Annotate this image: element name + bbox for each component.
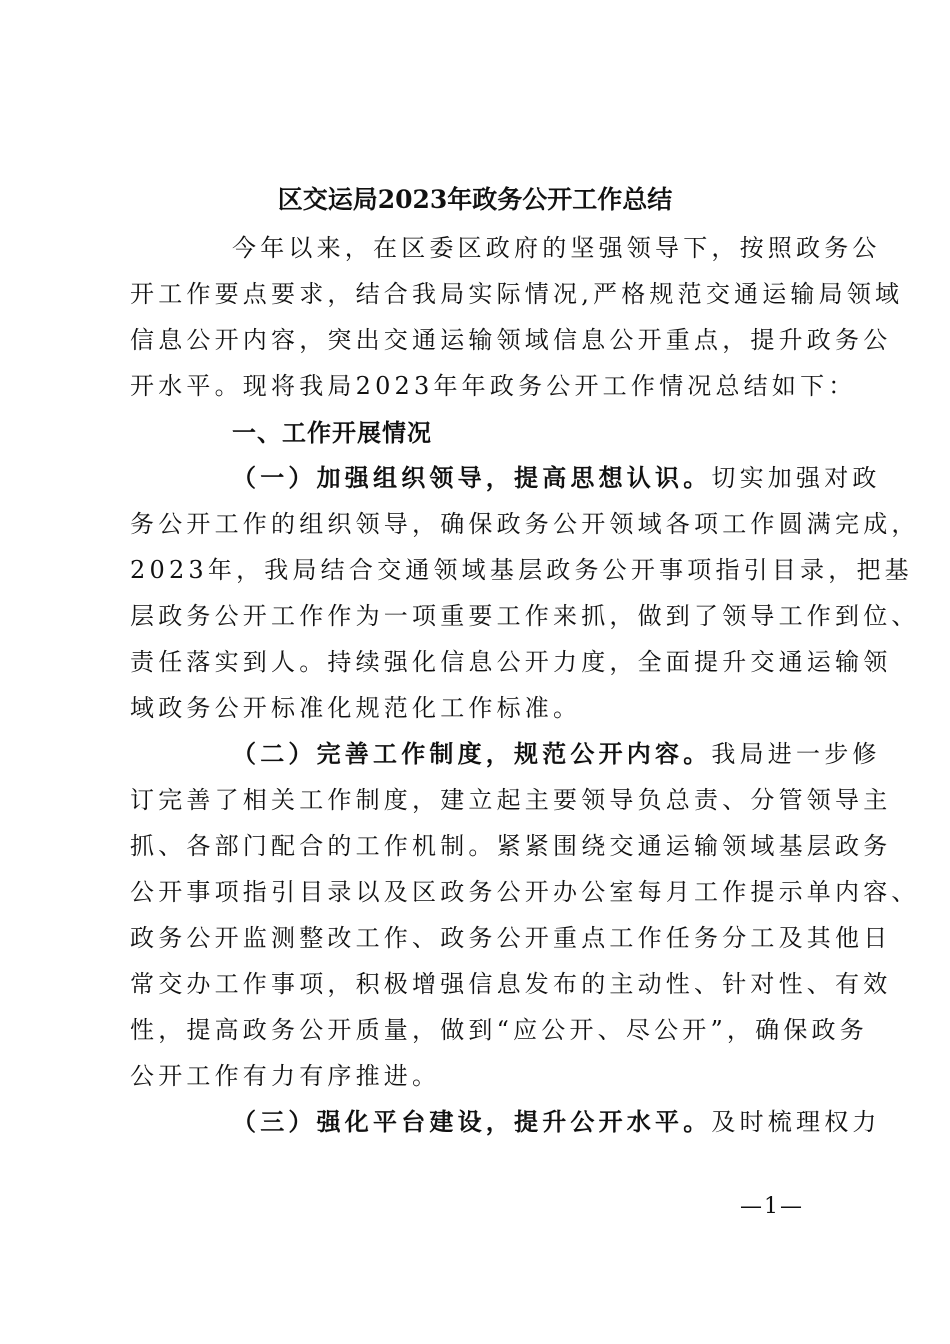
intro-line-4: 开水平。现将我局2023年年政务公开工作情况总结如下： <box>130 372 857 400</box>
section-heading-1: 一、工作开展情况 <box>232 419 432 447</box>
item-1-first-line <box>232 461 881 495</box>
intro-line-3: 信息公开内容，突出交通运输领域信息公开重点，提升政务公 <box>130 326 892 354</box>
item-2-line: 公开事项指引目录以及区政务公开办公室每月工作提示单内容、 <box>130 878 920 906</box>
item-2-line: 公开工作有力有序推进。 <box>130 1062 441 1090</box>
item-1-line: 2023年，我局结合交通领域基层政务公开事项指引目录，把基 <box>130 556 913 584</box>
item-2-line: 抓、各部门配合的工作机制。紧紧围绕交通运输领域基层政务 <box>130 832 892 860</box>
item-2-lead: （二）完善工作制度，规范公开内容。 <box>232 739 712 768</box>
item-1-line: 域政务公开标准化规范化工作标准。 <box>130 694 582 722</box>
item-3-first-line <box>232 1105 881 1139</box>
document-title: 区交运局2023年政务公开工作总结 <box>277 185 673 214</box>
item-2-first-line-rest: 我局进一步修 <box>711 740 881 768</box>
item-1-line: 责任落实到人。持续强化信息公开力度，全面提升交通运输领 <box>130 648 892 676</box>
page-number: —1— <box>740 1194 804 1219</box>
item-1-line: 层政务公开工作作为一项重要工作来抓，做到了领导工作到位、 <box>130 602 920 630</box>
intro-line-2: 开工作要点要求，结合我局实际情况,严格规范交通运输局领域 <box>130 280 904 308</box>
item-3-lead: （三）强化平台建设，提升公开水平。 <box>232 1107 712 1136</box>
item-2-line: 政务公开监测整改工作、政务公开重点工作任务分工及其他日 <box>130 924 892 952</box>
item-2-first-line <box>232 737 881 771</box>
item-1-line: 务公开工作的组织领导，确保政务公开领域各项工作圆满完成， <box>130 510 920 538</box>
item-2-line: 订完善了相关工作制度，建立起主要领导负总责、分管领导主 <box>130 786 892 814</box>
item-1-first-line-rest: 切实加强对政 <box>711 464 881 492</box>
item-3-first-line-rest: 及时梳理权力 <box>711 1108 881 1136</box>
item-2-line: 常交办工作事项，积极增强信息发布的主动性、针对性、有效 <box>130 970 892 998</box>
item-2-line: 性，提高政务公开质量，做到“应公开、尽公开”，确保政务 <box>130 1016 868 1044</box>
intro-line-1: 今年以来，在区委区政府的坚强领导下，按照政务公 <box>232 234 881 262</box>
item-1-lead: （一）加强组织领导，提高思想认识。 <box>232 463 712 492</box>
